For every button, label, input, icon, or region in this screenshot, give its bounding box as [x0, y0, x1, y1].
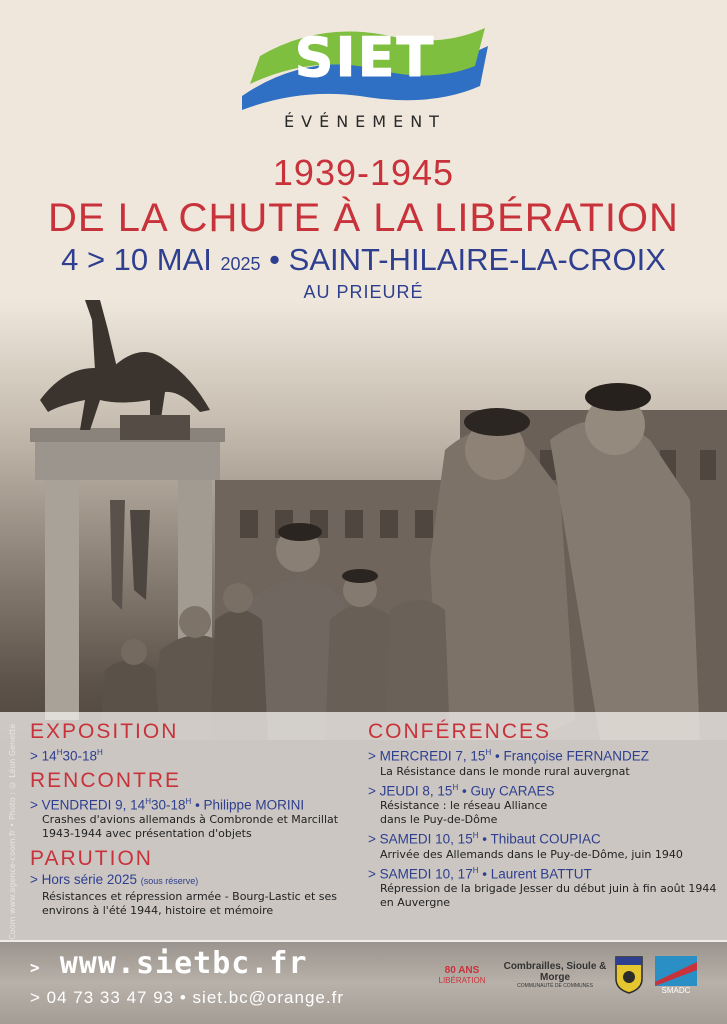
- conference-item: > MERCREDI 7, $15^H$ • Françoise FERNANDEZ La Résistance dans le monde rural auvergnat: [368, 748, 649, 778]
- separator: •: [269, 242, 281, 277]
- parution-description: Résistances et répression armée - Bourg-Lastic et ses environs à l'été 1944, histoire et mémoire: [42, 890, 338, 917]
- partner-logo-combrailles: Combrailles, Sioule & Morge COMMUNAUTÉ DE COMMUNES: [503, 961, 607, 989]
- program-left-column: [30, 712, 370, 918]
- email-link[interactable]: siet.bc@orange.fr: [192, 988, 344, 1007]
- program-right-column: [368, 712, 718, 910]
- event-place: SAINT-HILAIRE-LA-CROIX: [288, 242, 666, 277]
- conference-item: > JEUDI 8, $15^H$ • Guy CARAES Résistance : le réseau Alliance dans le Puy-de-Dôme: [368, 782, 555, 826]
- rencontre-description: Crashes d'avions allemands à Combronde et Marcillat 1943-1944 avec présentation d'objets: [42, 813, 339, 840]
- years-title: 1939-1945: [272, 152, 455, 193]
- logo-subtitle: ÉVÉNEMENT: [284, 112, 446, 131]
- date-place-line: [0, 242, 727, 278]
- event-year: 2025: [220, 254, 261, 274]
- parution-title: PARUTION: [30, 847, 153, 870]
- partner-logo-smadc: SMADC: [654, 952, 698, 998]
- rencontre-head: > VENDREDI 9, $14^H30-18^H$ • Philippe MORINI: [30, 796, 305, 812]
- conference-item: > SAMEDI 10, $15^H$ • Thibaut COUPIAC Arrivée des Allemands dans le Puy-de-Dôme, juin 1940: [368, 831, 683, 861]
- siet-logo: [240, 26, 490, 136]
- monument-top: [35, 440, 220, 480]
- website-line: > www.sietbc.fr: [30, 946, 308, 981]
- contact-line: > 04 73 33 47 93 • siet.bc@orange.fr: [30, 988, 344, 1007]
- event-venue: AU PRIEURÉ: [303, 282, 424, 302]
- logo-text: SIET: [294, 26, 436, 89]
- partner-logo-coat-of-arms: [612, 952, 646, 998]
- main-title: DE LA CHUTE À LA LIBÉRATION: [48, 196, 679, 240]
- conference-item: > SAMEDI 10, $17^H$ • Laurent BATTUT Répression de la brigade Jesser du début juin à fin août 1944 en Auvergne: [368, 865, 717, 909]
- phone-number[interactable]: 04 73 33 47 93: [46, 988, 175, 1007]
- website-link[interactable]: www.sietbc.fr: [59, 946, 308, 981]
- monument-pillar-left: [45, 480, 79, 720]
- coat-of-arms-icon: [614, 955, 644, 995]
- conferences-title: CONFÉRENCES: [368, 720, 552, 743]
- exposition-hours: > $14^H30-18^H$: [30, 748, 103, 764]
- smadc-icon: [655, 956, 697, 986]
- parution-head: > Hors série 2025 (sous réserve): [30, 872, 199, 887]
- rencontre-title: RENCONTRE: [30, 768, 182, 792]
- program-panel: [0, 712, 727, 942]
- exposition-title: EXPOSITION: [30, 720, 179, 743]
- partner-logo-80-ans: 80 ANS LIBÉRATION: [438, 965, 486, 985]
- event-dates: 4 > 10 MAI: [61, 242, 212, 277]
- statue-rider: [85, 300, 118, 372]
- footer: [0, 942, 727, 1024]
